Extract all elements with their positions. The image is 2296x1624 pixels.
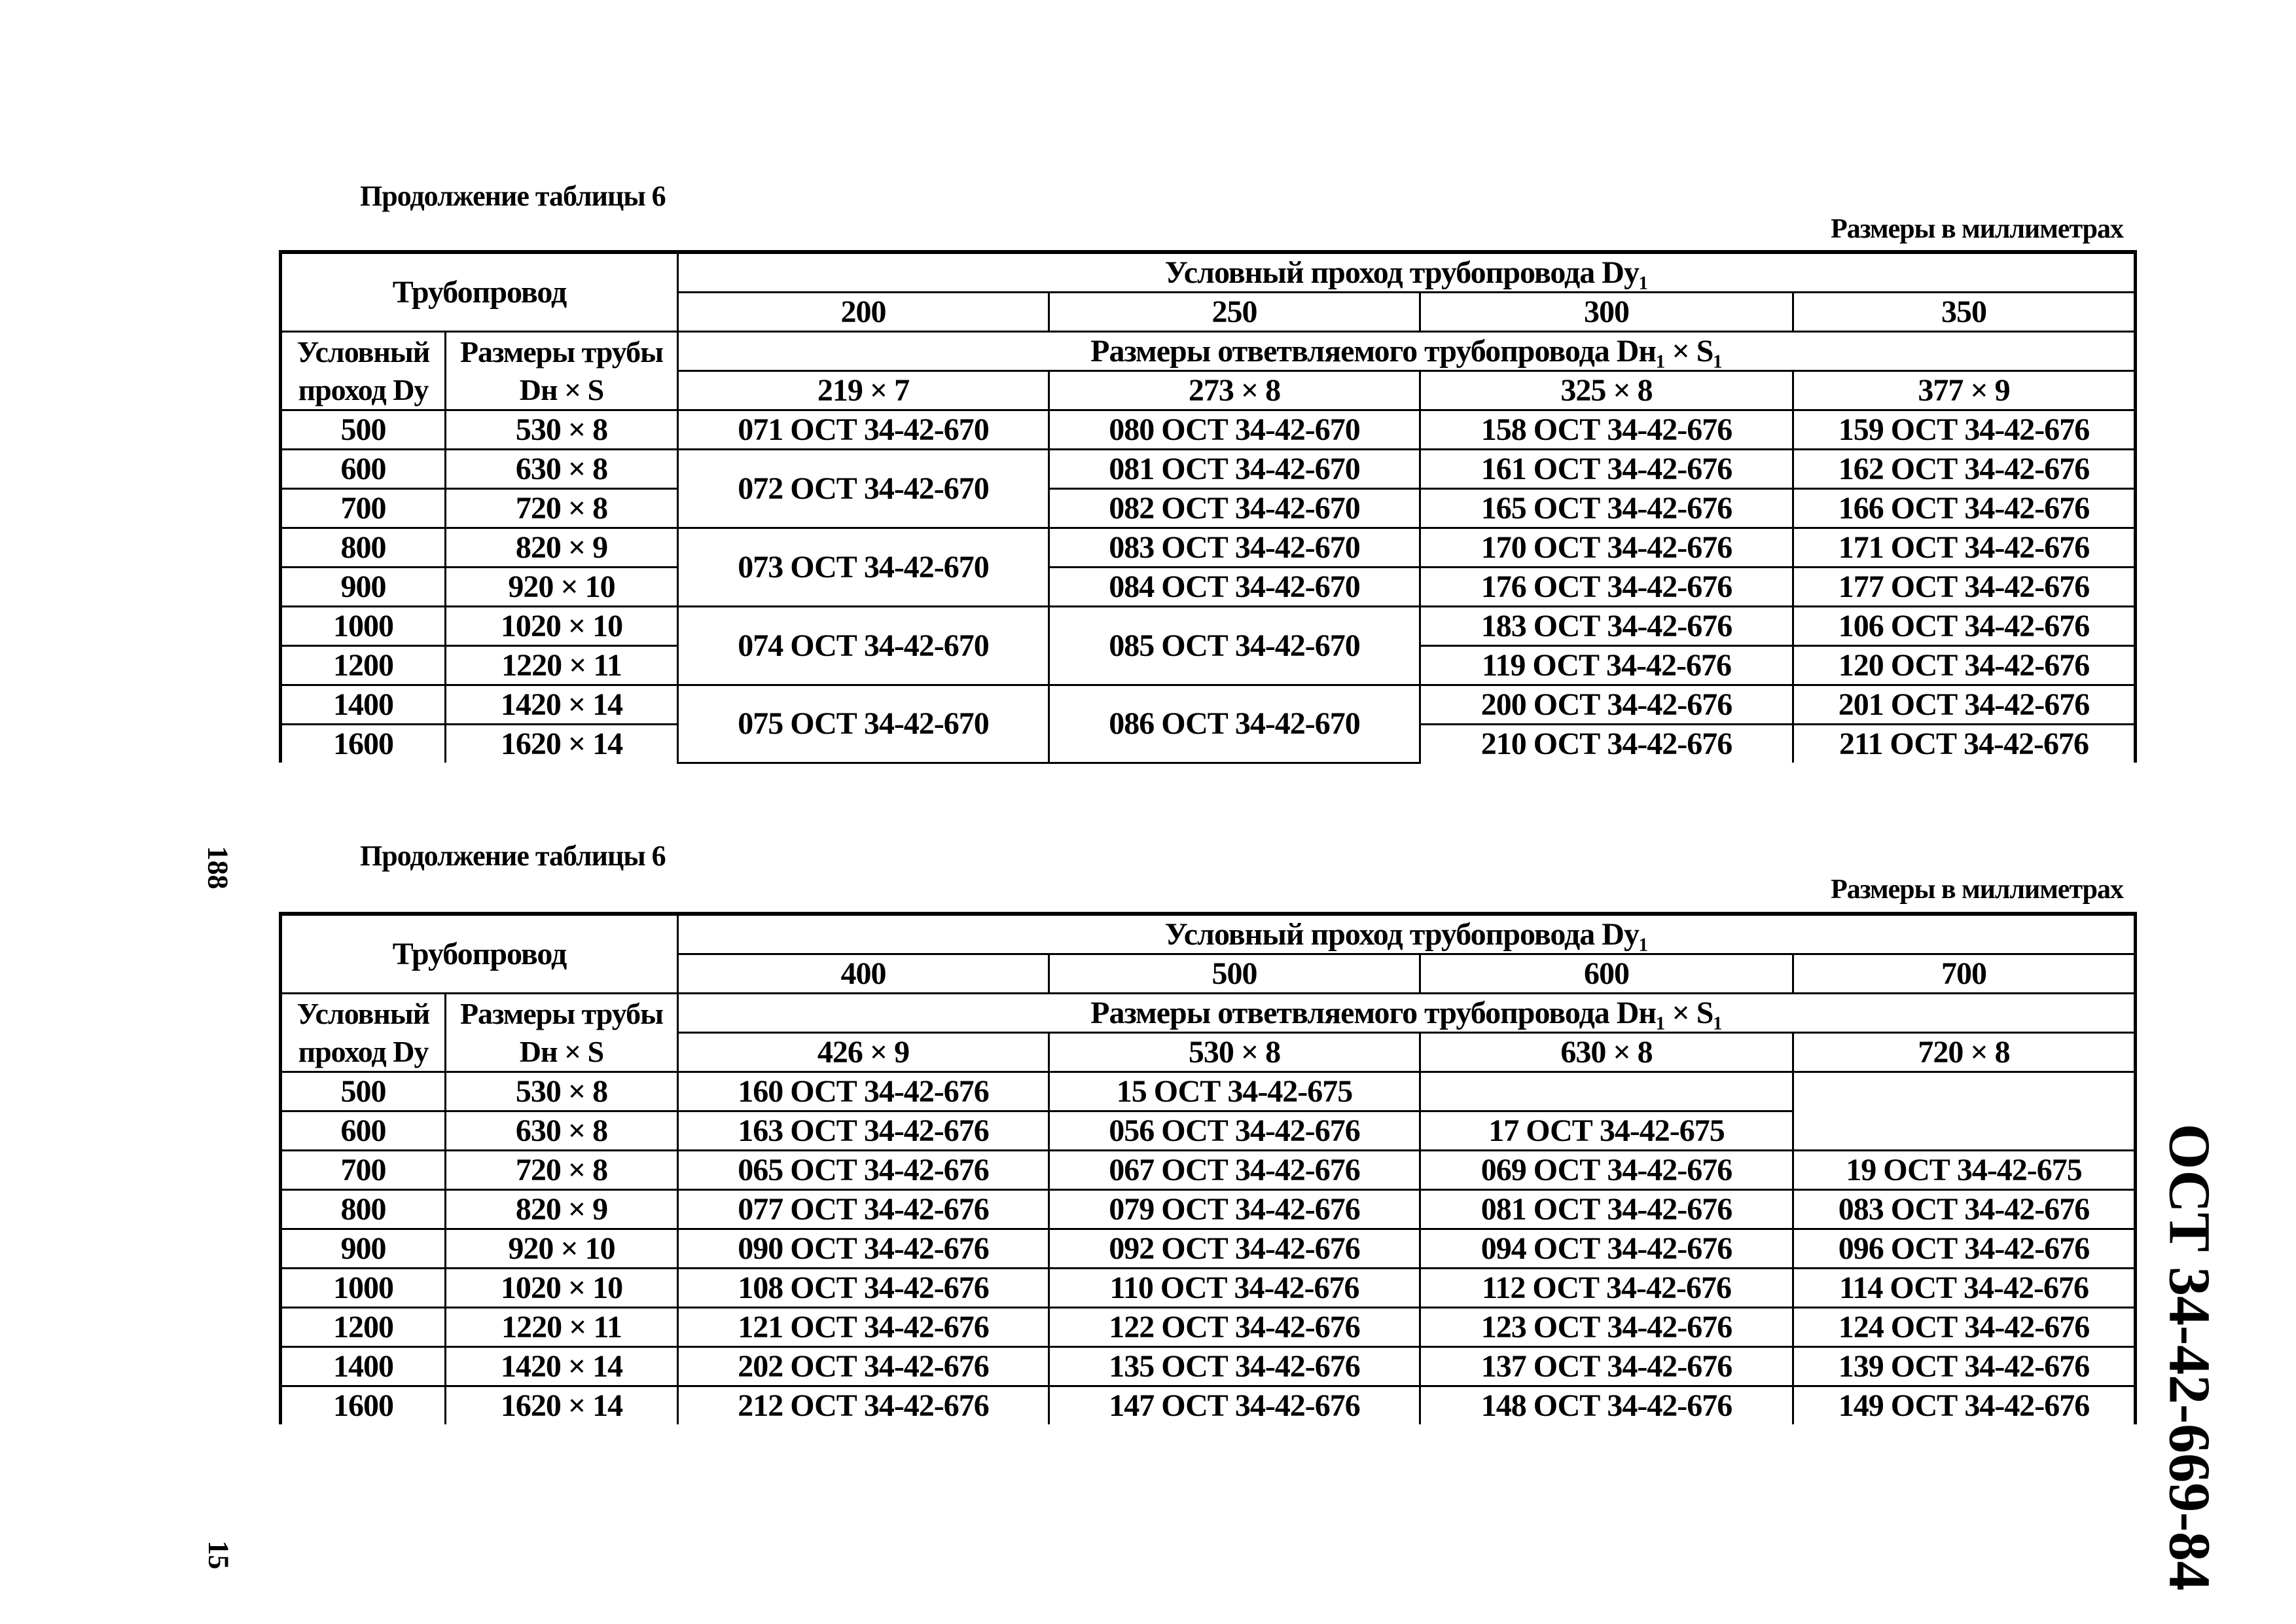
part-cell: 080 ОСТ 34-42-670 [1049, 410, 1420, 450]
table2 [279, 912, 2137, 1424]
part-cell: 170 ОСТ 34-42-676 [1420, 528, 1793, 568]
pipe-size-header: Размеры трубы Dн × S [446, 332, 678, 410]
pipeline-header: Трубопровод [281, 252, 678, 332]
dy1-header: Условный проход трубопровода Dy₁ [678, 914, 2136, 954]
part-cell: 19 ОСТ 34-42-675 [1793, 1151, 2136, 1190]
part-cell: 212 ОСТ 34-42-676 [678, 1386, 1049, 1425]
part-cell: 200 ОСТ 34-42-676 [1420, 685, 1793, 725]
empty-cell [1420, 1072, 1793, 1111]
part-cell: 081 ОСТ 34-42-676 [1420, 1190, 1793, 1229]
dy-cell: 1200 [281, 1308, 446, 1347]
pipe-size-cell: 820 × 9 [446, 1190, 678, 1229]
part-cell: 17 ОСТ 34-42-675 [1420, 1111, 1793, 1151]
part-cell: 120 ОСТ 34-42-676 [1793, 646, 2136, 685]
part-cell: 201 ОСТ 34-42-676 [1793, 685, 2136, 725]
dy-cell: 1200 [281, 646, 446, 685]
dy1-value: 250 [1049, 293, 1420, 332]
pipe-size-cell: 720 × 8 [446, 489, 678, 528]
part-cell: 176 ОСТ 34-42-676 [1420, 568, 1793, 607]
part-cell: 082 ОСТ 34-42-670 [1049, 489, 1420, 528]
dy-cell: 900 [281, 568, 446, 607]
dy-cell: 1400 [281, 1347, 446, 1386]
part-cell: 177 ОСТ 34-42-676 [1793, 568, 2136, 607]
dy1-header: Условный проход трубопровода Dy₁ [678, 252, 2136, 293]
branch-size: 720 × 8 [1793, 1033, 2136, 1072]
part-cell: 159 ОСТ 34-42-676 [1793, 410, 2136, 450]
document-code: ОСТ 34-42-669-84 [2157, 1123, 2222, 1591]
pipe-size-cell: 530 × 8 [446, 410, 678, 450]
part-cell: 137 ОСТ 34-42-676 [1420, 1347, 1793, 1386]
pipe-size-cell: 720 × 8 [446, 1151, 678, 1190]
pipe-size-header: Размеры трубы Dн × S [446, 994, 678, 1072]
page-number-bottom: 15 [202, 1540, 235, 1570]
part-cell: 090 ОСТ 34-42-676 [678, 1229, 1049, 1269]
part-cell: 160 ОСТ 34-42-676 [678, 1072, 1049, 1111]
branch-size: 377 × 9 [1793, 371, 2136, 410]
part-cell: 147 ОСТ 34-42-676 [1049, 1386, 1420, 1425]
dy-cell: 600 [281, 1111, 446, 1151]
dy1-value: 400 [678, 954, 1049, 994]
part-cell: 067 ОСТ 34-42-676 [1049, 1151, 1420, 1190]
part-cell: 161 ОСТ 34-42-676 [1420, 450, 1793, 489]
part-cell: 079 ОСТ 34-42-676 [1049, 1190, 1420, 1229]
branch-header: Размеры ответвляемого трубопровода Dн₁ × S₁ [678, 994, 2136, 1033]
part-cell: 083 ОСТ 34-42-670 [1049, 528, 1420, 568]
dy-cell: 800 [281, 1190, 446, 1229]
part-cell: 166 ОСТ 34-42-676 [1793, 489, 2136, 528]
part-cell: 165 ОСТ 34-42-676 [1420, 489, 1793, 528]
part-cell: 074 ОСТ 34-42-670 [678, 607, 1049, 685]
pipe-size-cell: 1020 × 10 [446, 1269, 678, 1308]
branch-size: 426 × 9 [678, 1033, 1049, 1072]
dy-cell: 500 [281, 1072, 446, 1111]
dy1-value: 700 [1793, 954, 2136, 994]
part-cell: 124 ОСТ 34-42-676 [1793, 1308, 2136, 1347]
part-cell: 069 ОСТ 34-42-676 [1420, 1151, 1793, 1190]
part-cell: 085 ОСТ 34-42-670 [1049, 607, 1420, 685]
part-cell: 092 ОСТ 34-42-676 [1049, 1229, 1420, 1269]
pipe-size-cell: 530 × 8 [446, 1072, 678, 1111]
pipe-size-cell: 1220 × 11 [446, 1308, 678, 1347]
part-cell: 135 ОСТ 34-42-676 [1049, 1347, 1420, 1386]
branch-size: 630 × 8 [1420, 1033, 1793, 1072]
dy-header: Условный проход Dy [281, 332, 446, 410]
part-cell: 211 ОСТ 34-42-676 [1793, 725, 2136, 763]
pipeline-header: Трубопровод [281, 914, 678, 994]
pipe-size-cell: 920 × 10 [446, 1229, 678, 1269]
dy-cell: 500 [281, 410, 446, 450]
part-cell: 119 ОСТ 34-42-676 [1420, 646, 1793, 685]
table2-units: Размеры в миллиметрах [1831, 875, 2123, 905]
pipe-size-cell: 630 × 8 [446, 1111, 678, 1151]
part-cell: 096 ОСТ 34-42-676 [1793, 1229, 2136, 1269]
part-cell: 121 ОСТ 34-42-676 [678, 1308, 1049, 1347]
table1-caption: Продолжение таблицы 6 [360, 180, 666, 212]
part-cell: 163 ОСТ 34-42-676 [678, 1111, 1049, 1151]
part-cell: 110 ОСТ 34-42-676 [1049, 1269, 1420, 1308]
dy-cell: 800 [281, 528, 446, 568]
part-cell: 210 ОСТ 34-42-676 [1420, 725, 1793, 763]
part-cell: 108 ОСТ 34-42-676 [678, 1269, 1049, 1308]
dy-cell: 1000 [281, 607, 446, 646]
dy-cell: 1600 [281, 725, 446, 763]
part-cell: 148 ОСТ 34-42-676 [1420, 1386, 1793, 1425]
part-cell: 073 ОСТ 34-42-670 [678, 528, 1049, 607]
dy1-value: 500 [1049, 954, 1420, 994]
part-cell: 114 ОСТ 34-42-676 [1793, 1269, 2136, 1308]
part-cell: 094 ОСТ 34-42-676 [1420, 1229, 1793, 1269]
dy-cell: 700 [281, 489, 446, 528]
pipe-size-cell: 1020 × 10 [446, 607, 678, 646]
part-cell: 183 ОСТ 34-42-676 [1420, 607, 1793, 646]
dy-cell: 1600 [281, 1386, 446, 1425]
branch-size: 530 × 8 [1049, 1033, 1420, 1072]
pipe-size-cell: 820 × 9 [446, 528, 678, 568]
part-cell: 15 ОСТ 34-42-675 [1049, 1072, 1420, 1111]
pipe-size-cell: 1420 × 14 [446, 685, 678, 725]
branch-size: 273 × 8 [1049, 371, 1420, 410]
dy-cell: 1000 [281, 1269, 446, 1308]
part-cell: 158 ОСТ 34-42-676 [1420, 410, 1793, 450]
pipe-size-cell: 920 × 10 [446, 568, 678, 607]
dy1-value: 200 [678, 293, 1049, 332]
part-cell: 123 ОСТ 34-42-676 [1420, 1308, 1793, 1347]
dy1-value: 600 [1420, 954, 1793, 994]
table1-units: Размеры в миллиметрах [1831, 214, 2123, 244]
part-cell: 139 ОСТ 34-42-676 [1793, 1347, 2136, 1386]
branch-size: 325 × 8 [1420, 371, 1793, 410]
dy-cell: 600 [281, 450, 446, 489]
part-cell: 084 ОСТ 34-42-670 [1049, 568, 1420, 607]
part-cell: 081 ОСТ 34-42-670 [1049, 450, 1420, 489]
page-number-top: 188 [202, 846, 234, 890]
pipe-size-cell: 1220 × 11 [446, 646, 678, 685]
part-cell: 075 ОСТ 34-42-670 [678, 685, 1049, 763]
part-cell: 077 ОСТ 34-42-676 [678, 1190, 1049, 1229]
part-cell: 083 ОСТ 34-42-676 [1793, 1190, 2136, 1229]
part-cell: 056 ОСТ 34-42-676 [1049, 1111, 1420, 1151]
dy1-value: 350 [1793, 293, 2136, 332]
empty-cell [1793, 1072, 2136, 1151]
branch-header: Размеры ответвляемого трубопровода Dн₁ × S₁ [678, 332, 2136, 371]
dy-cell: 700 [281, 1151, 446, 1190]
pipe-size-cell: 1420 × 14 [446, 1347, 678, 1386]
pipe-size-cell: 630 × 8 [446, 450, 678, 489]
part-cell: 171 ОСТ 34-42-676 [1793, 528, 2136, 568]
dy-header: Условный проход Dy [281, 994, 446, 1072]
part-cell: 072 ОСТ 34-42-670 [678, 450, 1049, 528]
part-cell: 071 ОСТ 34-42-670 [678, 410, 1049, 450]
dy1-value: 300 [1420, 293, 1793, 332]
part-cell: 106 ОСТ 34-42-676 [1793, 607, 2136, 646]
part-cell: 086 ОСТ 34-42-670 [1049, 685, 1420, 763]
part-cell: 122 ОСТ 34-42-676 [1049, 1308, 1420, 1347]
branch-size: 219 × 7 [678, 371, 1049, 410]
table1 [279, 250, 2137, 764]
table2-caption: Продолжение таблицы 6 [360, 840, 666, 872]
dy-cell: 900 [281, 1229, 446, 1269]
part-cell: 112 ОСТ 34-42-676 [1420, 1269, 1793, 1308]
part-cell: 065 ОСТ 34-42-676 [678, 1151, 1049, 1190]
dy-cell: 1400 [281, 685, 446, 725]
pipe-size-cell: 1620 × 14 [446, 725, 678, 763]
pipe-size-cell: 1620 × 14 [446, 1386, 678, 1425]
part-cell: 202 ОСТ 34-42-676 [678, 1347, 1049, 1386]
part-cell: 162 ОСТ 34-42-676 [1793, 450, 2136, 489]
part-cell: 149 ОСТ 34-42-676 [1793, 1386, 2136, 1425]
